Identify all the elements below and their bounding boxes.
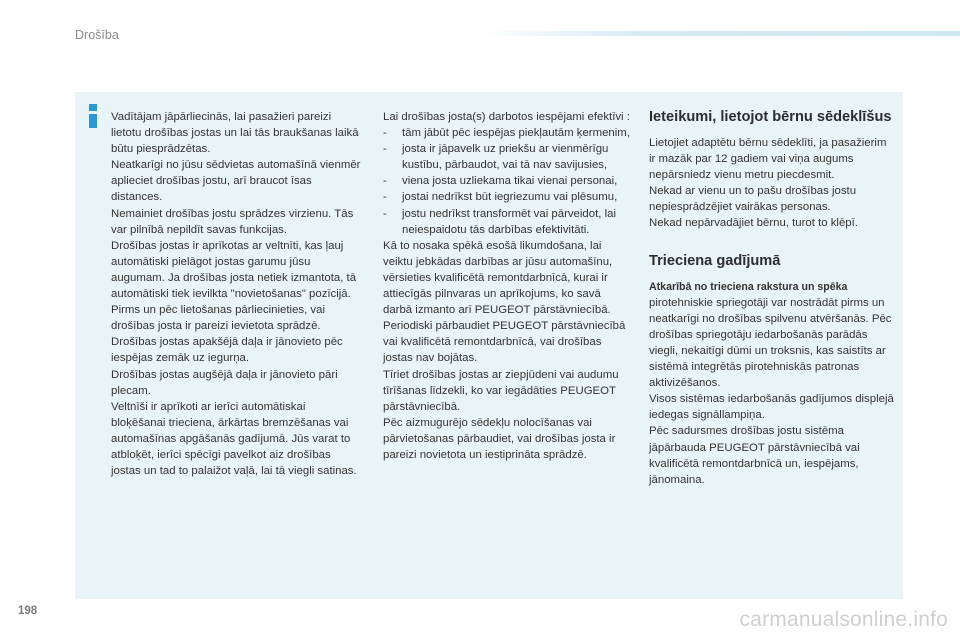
list-item: - tām jābūt pēc iespējas piekļautām ķermenim, xyxy=(383,125,631,141)
heading-child-seats: Ieteikumi, lietojot bērnu sēdeklīšus xyxy=(649,109,892,125)
paragraph: Drošības jostas ir aprīkotas ar veltnīti, kas ļauj automātiski pielāgot jostas garumu jūsu augumam. Ja drošības josta netiek izmantota, tā automātiski tiek ievilkta "novietošanas" pozīcijā. xyxy=(111,239,357,301)
info-icon-stem xyxy=(89,114,97,128)
paragraph: pirotehniskie spriegotāji var nostrādāt pirms un neatkarīgi no drošības spilvenu atvēršanās. Pēc drošības spriegotāju iedarbošanās parādās viegli, nekaitīgi dūmi un troksnis, kas saistīts ar sistēmā integrētās pirotehniskās patronas aktivizēšanos. xyxy=(649,296,892,390)
paragraph: Vadītājam jāpārliecinās, lai pasažieri pareizi lietotu drošības jostas un lai tās braukšanas laikā būtu piesprādzētas. xyxy=(111,111,359,156)
bullet-list xyxy=(383,125,631,238)
list-item: - viena josta uzliekama tikai vienai personai, xyxy=(383,173,631,189)
info-icon-dot xyxy=(89,104,97,111)
paragraph: Periodiski pārbaudiet PEUGEOT pārstāvniecībā vai kvalificētā remontdarbnīcā, vai drošības jostas nav bojātas. xyxy=(383,320,626,365)
paragraph: Pēc aizmugurējo sēdekļu nolocīšanas vai pārvietošanas pārbaudiet, vai drošības josta ir pareizi novietota un iestiprināta sprādzē. xyxy=(383,416,616,461)
paragraph: Nekad nepārvadājiet bērnu, turot to klēpī. xyxy=(649,216,858,229)
intro-text: Lai drošības josta(s) darbotos iespējami efektīvi : xyxy=(383,111,630,123)
paragraph: Pēc sadursmes drošības jostu sistēma jāpārbauda PEUGEOT pārstāvniecībā vai kvalificētā remontdarbnīcā un, iespējams, jānomaina. xyxy=(649,425,860,486)
paragraph: Veltnīši ir aprīkoti ar ierīci automātiskai bloķēšanai trieciena, ārkārtas bremzēšanas vai automašīnas apgāšanās gadījumā. Jūs varat to atbloķēt, ierīci spēcīgi pavelkot aiz drošības jostas un tad to palaižot vaļā, lai tā viegli satinas. xyxy=(111,400,357,478)
column-child-seats-and-impact xyxy=(649,109,895,488)
paragraph: Kā to nosaka spēkā esošā likumdošana, lai veiktu jebkādas darbības ar jūsu automašīnu, vērsieties kvalificētā remontdarbnīcā, kurai ir attiecīgās pilnvaras un aprīkojums, ko savā darbā izmanto arī PEUGEOT pārstāvniecībā. xyxy=(383,239,613,317)
paragraph: Neatkarīgi no jūsu sēdvietas automašīnā vienmēr aplieciet drošības jostu, arī braucot īsas distances. xyxy=(111,159,361,204)
list-item: - josta ir jāpavelk uz priekšu ar vienmērīgu kustību, pārbaudot, vai tā nav savijusies, xyxy=(383,141,631,173)
section-title: Drošība xyxy=(75,28,119,42)
paragraph: Pirms un pēc lietošanas pārliecinieties, vai drošības josta ir pareizi ievietota sprādzē. xyxy=(111,304,325,333)
paragraph: Visos sistēmas iedarbošanās gadījumos displejā iedegas signāllampiņa. xyxy=(649,393,894,422)
list-item: - jostai nedrīkst būt iegriezumu vai plēsumu, xyxy=(383,189,631,205)
paragraph: Nemainiet drošības jostu sprādzes virzienu. Tās var pilnībā nepildīt savas funkcijas. xyxy=(111,207,354,236)
heading-impact: Trieciena gadījumā xyxy=(649,253,781,270)
column-belt-effectiveness xyxy=(383,109,631,463)
header-gradient-bar xyxy=(480,31,960,36)
paragraph: Drošības jostas augšējā daļa ir jānovieto pāri plecam. xyxy=(111,368,338,397)
paragraph: Nekad ar vienu un to pašu drošības jostu nepiesprādzējiet vairākas personas. xyxy=(649,184,857,213)
watermark: carmanualsonline.info xyxy=(739,608,948,631)
page-number: 198 xyxy=(18,605,38,617)
list-item: - jostu nedrīkst transformēt vai pārveidot, lai neiespaidotu tās darbības efektivitāti. xyxy=(383,206,631,238)
info-icon xyxy=(87,104,99,126)
column-safety-belts-info xyxy=(111,109,361,479)
paragraph: Lietojiet adaptētu bērnu sēdeklīti, ja pasažierim ir mazāk par 12 gadiem vai viņa augums nepārsniedz vienu metru piecdesmit. xyxy=(649,136,887,181)
paragraph: Tīriet drošības jostas ar ziepjūdeni vai audumu tīrīšanas līdzekli, ko var iegādāties PEUGEOT pārstāvniecībā. xyxy=(383,368,619,413)
subheading: Atkarībā no trieciena rakstura un spēka xyxy=(649,280,848,293)
paragraph: Drošības jostas apakšējā daļa ir jānovieto pēc iespējas zemāk uz iegurņa. xyxy=(111,336,343,365)
